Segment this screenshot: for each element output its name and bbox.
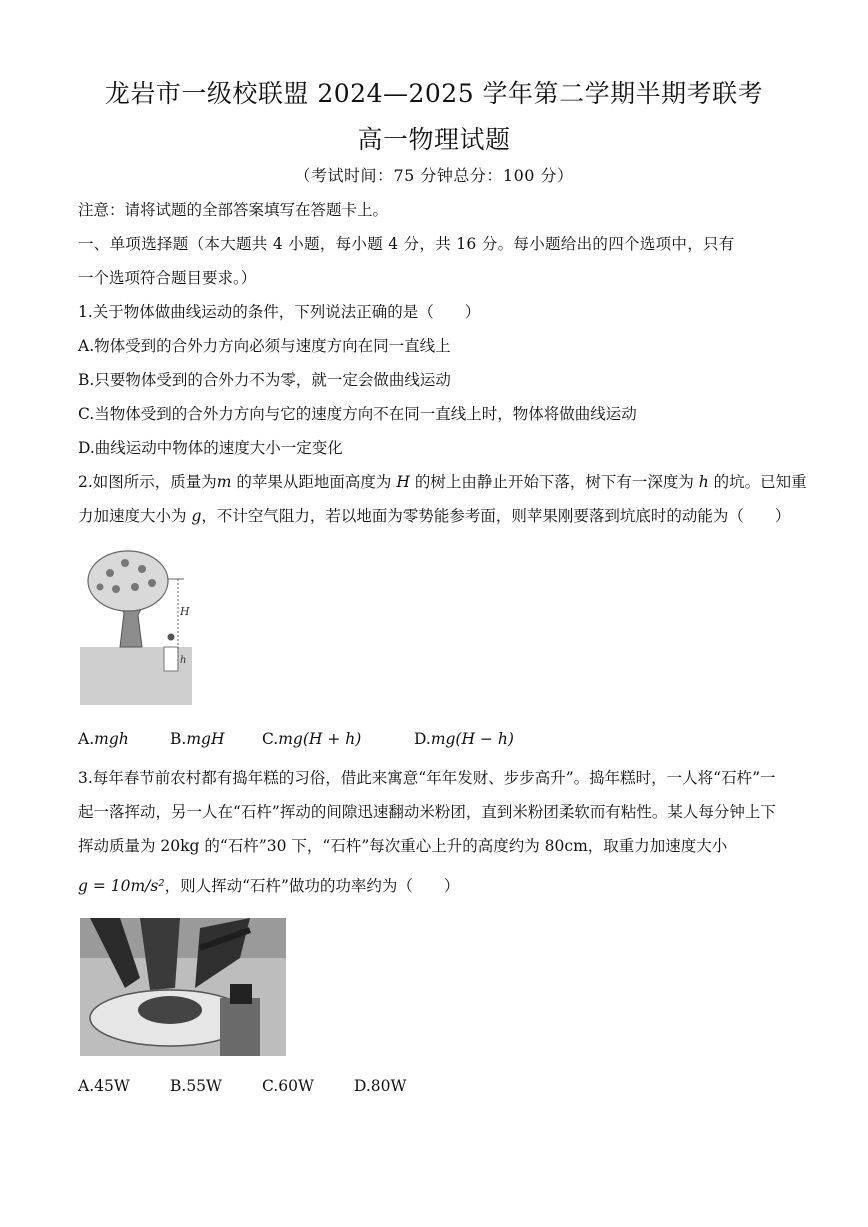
q1-option-a: A.物体受到的合外力方向必须与速度方向在同一直线上 — [78, 337, 451, 355]
q1-option-d: D.曲线运动中物体的速度大小一定变化 — [78, 439, 343, 457]
q2-option-b-label: B. — [170, 730, 187, 748]
q2-option-d — [414, 730, 514, 748]
exam-subtitle: 高一物理试题 — [357, 125, 511, 154]
pit — [164, 647, 178, 671]
q3-stem-line4 — [78, 876, 793, 896]
q2-option-a — [78, 730, 129, 748]
q2-line2-part2: ，不计空气阻力，若以地面为零势能参考面，则苹果刚要落到坑底时的动能为（ ） — [201, 507, 791, 525]
q2-option-b-value: mgH — [186, 730, 225, 748]
q2-stem-part3: 的树上由静止开始下落，树下有一深度为 — [409, 473, 699, 491]
q1-option-c: C.当物体受到的合外力方向与它的速度方向不在同一直线上时，物体将做曲线运动 — [78, 405, 637, 423]
apple — [131, 583, 139, 591]
q2-var-h: h — [698, 473, 709, 491]
section1-heading-cont: 一个选项符合题目要求。） — [78, 269, 257, 287]
q2-option-b — [170, 730, 224, 748]
q3-option-c: C.60W — [262, 1077, 314, 1095]
q3-option-d: D.80W — [354, 1077, 407, 1095]
q3-stem-line2: 起一落挥动，另一人在“石杵”挥动的间隙迅速翻动米粉团，直到米粉团柔软而有粘性。某人每分钟上下 — [78, 803, 776, 821]
apple — [121, 559, 129, 567]
q1-option-b: B.只要物体受到的合外力不为零，就一定会做曲线运动 — [78, 371, 451, 389]
q2-option-c-label: C. — [262, 730, 279, 748]
tree-canopy — [88, 551, 168, 611]
exam-info: （考试时间：75 分钟总分：100 分） — [294, 166, 574, 185]
q2-option-d-label: D. — [414, 730, 431, 748]
q2-stem-part1: 2.如图所示，质量为 — [78, 473, 217, 491]
q3-gravity-formula: g = 10m/s² — [78, 877, 165, 895]
q3-option-b: B.55W — [170, 1077, 222, 1095]
q1-stem: 1.关于物体做曲线运动的条件，下列说法正确的是（ ） — [78, 303, 481, 321]
q2-var-m: m — [216, 473, 232, 491]
section1-heading: 一、单项选择题（本大题共 4 小题，每小题 4 分，共 16 分。每小题给出的四个选项中，只有 — [78, 235, 735, 253]
q3-stem-line4-rest: ，则人挥动“石杵”做功的功率约为（ ） — [164, 877, 460, 895]
q2-stem-part2: 的苹果从距地面高度为 — [231, 473, 397, 491]
falling-apple — [168, 634, 175, 641]
apple-tree-figure — [80, 543, 192, 705]
q2-stem-line1 — [78, 472, 807, 492]
q3-stem-line1: 3.每年春节前农村都有捣年糕的习俗，借此来寓意“年年发财、步步高升”。捣年糕时，一人将“石杵”一 — [78, 769, 776, 787]
q2-option-c-value: mg(H + h) — [278, 730, 362, 748]
q3-option-a: A.45W — [78, 1077, 130, 1095]
apple — [148, 579, 156, 587]
apple — [97, 584, 104, 591]
apple — [138, 565, 146, 573]
apple — [106, 569, 114, 577]
q2-var-H: H — [396, 473, 410, 491]
q2-var-g: g — [191, 507, 202, 525]
q2-option-a-value: mgh — [94, 730, 129, 748]
q2-option-c — [262, 730, 361, 748]
rice-cake-pounding-photo — [80, 918, 286, 1056]
q2-option-d-value: mg(H − h) — [430, 730, 514, 748]
notice: 注意：请将试题的全部答案填写在答题卡上。 — [78, 201, 389, 219]
q2-stem-line2 — [78, 506, 793, 526]
q2-option-a-label: A. — [78, 730, 95, 748]
fig-label-h: h — [180, 655, 187, 666]
q3-stem-line3: 挥动质量为 20kg 的“石杵”30 下，“石杵”每次重心上升的高度约为 80cm，取重力加速度大小 — [78, 837, 728, 855]
q2-stem-part4: 的坑。已知重 — [708, 473, 807, 491]
q2-line2-part1: 力加速度大小为 — [78, 507, 192, 525]
exam-title: 龙岩市一级校联盟 2024—2025 学年第二学期半期考联考 — [104, 79, 764, 108]
fig-label-H: H — [180, 605, 190, 618]
apple — [112, 585, 120, 593]
